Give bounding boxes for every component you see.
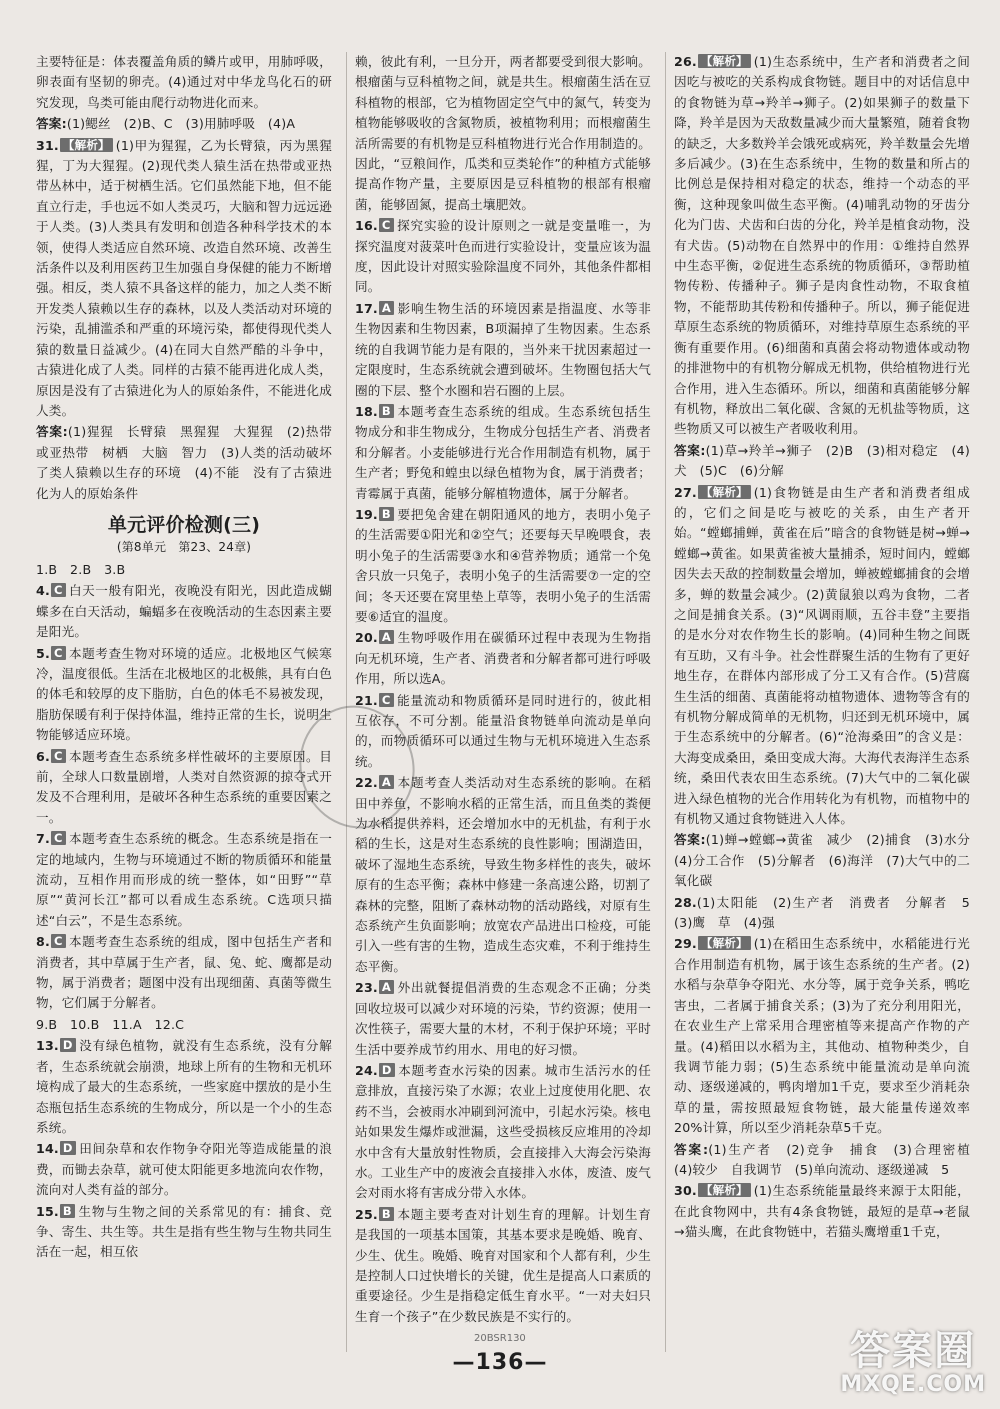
question-item	[355, 628, 651, 689]
question-number: 20.	[355, 630, 378, 646]
question-number: 28.	[674, 894, 697, 910]
question-item	[355, 52, 651, 215]
answer-tag: B	[379, 507, 394, 521]
question-number: 18.	[355, 403, 378, 419]
question-item	[355, 216, 651, 298]
answer-line	[674, 830, 983, 891]
answer-line	[36, 422, 332, 504]
question-item	[674, 52, 970, 440]
question-number: 15.	[36, 1203, 59, 1219]
item-text: 外出就餐提倡消费的生态观念不正确；分类回收垃圾可以减少对环境的污染，节约资源；使用一次性筷子，需要大量的木材，不利于保护环境；平时生活中要养成节约用水、用电的好习惯。	[355, 980, 651, 1057]
question-item	[36, 829, 332, 931]
question-number: 25.	[355, 1206, 378, 1222]
question-number: 30.	[674, 1183, 697, 1199]
question-item	[674, 893, 983, 934]
item-text: (1)鳃丝 (2)B、C (3)用肺呼吸 (4)A	[66, 116, 296, 132]
column-1	[36, 52, 332, 1352]
page-number: —136—	[452, 1350, 548, 1375]
item-text: 白天一般有阳光，夜晚没有阳光，因此造成蝴蝶多在白天活动，蝙蝠多在夜晚活动的生态因素主要是阳光。	[36, 583, 332, 640]
item-text: 生物与生物之间的关系常见的有：捕食、竞争、寄生、共生等。共生是指有些生物与生物共同生活在一起，相互依	[36, 1203, 332, 1260]
answer-tag: B	[379, 404, 394, 418]
answer-tag: B	[60, 1204, 75, 1218]
watermark-cn: 答案圈	[850, 1328, 977, 1374]
question-number: 24.	[355, 1062, 378, 1078]
question-item	[36, 644, 332, 746]
question-item	[36, 52, 332, 113]
item-text: (1)在稻田生态系统中，水稻能进行光合作用制造有机物，属于该生态系统的生产者。(2)水稻与杂草争夺阳光、水分等，属于竞争关系，鸭吃害虫，二者属于捕食关系；(3)为了充分利用阳光，在农业生产上常采用合理密植等来提高产作物的产量。(4)稻田以水稻为主，其他动、植物种类少，自我调节能力弱；(5)生态系统中能量流动是单向流动、逐级递减的，鸭肉增加1千克，要求至少消耗杂草的量，需按照最短食物链，最大能量传递效率20%计算，所以至少消耗杂草5千克。	[674, 936, 970, 1136]
question-item	[355, 978, 651, 1060]
item-text: (1)猩猩 长臂猿 黑猩猩 大猩猩 (2)热带或亚热带 树栖 大脑 智力 (3)人类的活动破坏了类人猿赖以生存的环境 (4)不能 没有了古猿进化为人的原始条件	[36, 424, 332, 501]
question-number: 29.	[674, 936, 697, 952]
answer-tag: 【解析】	[60, 138, 113, 152]
answer-label: 答案:	[674, 442, 706, 458]
question-number: 4.	[36, 583, 50, 599]
question-number: 27.	[674, 484, 697, 500]
column-2	[346, 52, 651, 1352]
question-item	[674, 483, 970, 830]
question-number: 22.	[355, 775, 378, 791]
item-text: 赖，彼此有利，一旦分开，两者都要受到很大影响。根瘤菌与豆科植物之间，就是共生。根瘤菌生活在豆科植物的根部，它为植物固定空气中的氮气，转变为植物能够吸收的含氮物质，被植物利用；而根瘤菌生活所需要的有机物是豆科植物进行光合作用制造的。因此，“豆粮间作，瓜类和豆类轮作”的种植方式能够提高作物产量，主要原因是豆科植物的根部有根瘤菌，能够固氮，提高土壤肥效。	[355, 54, 651, 212]
question-number: 13.	[36, 1038, 59, 1054]
answer-tag: 【解析】	[698, 54, 751, 68]
answer-tag: A	[379, 301, 394, 315]
answer-tag: A	[379, 630, 394, 644]
answer-tag: C	[379, 218, 394, 232]
item-text: 本题考查生态系统多样性破坏的主要原因。目前，全球人口数量剧增，人类对自然资源的掠夺式开发及不合理利用，是破坏各种生态系统的重要因素之一。	[36, 748, 332, 825]
answer-label: 答案:	[674, 832, 706, 848]
item-text: (1)草→羚羊→狮子 (2)B (3)相对稳定 (4)犬 (5)C (6)分解	[674, 442, 970, 479]
question-number: 26.	[674, 54, 697, 69]
answer-tag: C	[51, 934, 66, 948]
item-text: 能量流动和物质循环是同时进行的，彼此相互依存，不可分割。能量沿食物链单向流动是单向的，而物质循环可以通过生物与无机环境进入生态系统。	[355, 692, 651, 769]
answer-tag: 【解析】	[698, 936, 751, 950]
question-number: 21.	[355, 692, 378, 708]
answer-label: 答案:	[36, 424, 68, 440]
question-item	[36, 1139, 332, 1200]
question-number: 6.	[36, 748, 50, 764]
question-number: 17.	[355, 300, 378, 316]
item-text: 本题考查生物对环境的适应。北极地区气候寒冷，温度很低。生活在北极地区的北极熊，具有白色的体毛和较厚的皮下脂肪，白色的体毛不易被发现，脂肪保暖有利于保持体温，维持正常的生长，说明生物能够适应环境。	[36, 645, 332, 743]
item-text: 田间杂草和农作物争夺阳光等造成能量的浪费，而锄去杂草，就可使太阳能更多地流向农作物，流向对人类有益的部分。	[36, 1141, 332, 1198]
item-text: 本题考查水污染的因素。城市生活污水的任意排放，直接污染了水源；农业上过度使用化肥、农药不当，会被雨水冲刷到河流中，引起水污染。核电站如果发生爆炸或泄漏，这些受损核反应堆用的冷却水中含有大量放射性物质，会直接排入大海会污染海水。工业生产中的废液会直接排入水体，废渣、废气会对雨水将有害成分带入水体。	[355, 1062, 651, 1201]
question-item	[355, 1205, 651, 1327]
question-number: 7.	[36, 831, 50, 847]
item-text: 1.B 2.B 3.B	[36, 561, 126, 577]
section-subtitle: (第8单元 第23、24章)	[116, 539, 252, 554]
item-text: (1)生产者 (2)竞争 捕食 (3)合理密植 (4)较少 自我调节 (5)单向流动、逐级递减 5	[674, 1141, 983, 1177]
answer-tag: A	[379, 980, 394, 994]
question-item	[355, 1061, 651, 1204]
question-item	[36, 136, 332, 422]
item-text: (1)生态系统中，生产者和消费者之间因吃与被吃的关系构成食物链。题目中的对话信息中的食物链为草→羚羊→狮子。(2)如果狮子的数量下降，羚羊是因为天敌数量减少而大量繁殖，随着食物的缺乏，大多数羚羊会饿死或病死，羚羊数量会先增多后减少。(3)在生态系统中，生物的数量和所占的比例总是保持相对稳定的状态，维持一个动态的平衡，这种现象叫做生态平衡。(4)哺乳动物的牙齿分化为门齿、犬齿和臼齿的分化，羚羊是植食动物，没有犬齿。(5)动物在自然界中的作用：①维持自然界中生态平衡，②促进生态系统的物质循环，③帮助植物传粉、传播种子。狮子是肉食性动物，不取食植物，不能帮助其传粉和传播种子。所以，狮子能促进草原生态系统的物质循环，对维持草原生态系统的平衡有重要作用。(6)细菌和真菌会将动物遗体或动物的排泄物中的有机物分解成无机物，供给植物进行光合作用，进入生态循环。所以，细菌和真菌能够分解有机物，释放出二氧化碳、含氮的无机盐等物质，这些物质又可以被生产者吸收利用。	[674, 54, 970, 437]
answer-tag: D	[60, 1038, 76, 1052]
answer-label: 答案:	[36, 116, 67, 132]
question-number: 23.	[355, 980, 378, 996]
watermark-url: MXQE.COM	[840, 1372, 986, 1397]
watermark-logo	[840, 1329, 986, 1397]
item-text: 9.B 10.B 11.A 12.C	[36, 1016, 185, 1032]
item-text: (1)食物链是由生产者和消费者组成的，它们之间是吃与被吃的关系，由生产者开始。“螳螂捕蝉，黄雀在后”暗含的食物链是树→蝉→螳螂→黄雀。如果黄雀被大量捕杀，短时间内，螳螂因失去天敌的控制数量会增加，蝉被螳螂捕食的会增多，蝉的数量会减少。(2)黄鼠狼以鸡为食物，二者之间是捕食关系。(3)“风调雨顺，五谷丰登”主要指的是水分对农作物生长的影响。(4)同种生物之间既有互助，又有斗争。社会性群聚生活的生物有了更好地生存，在群体内部形成了分工又有合作。(5)营腐生生活的细菌、真菌能将动植物遗体、遗物等含有的有机物分解成简单的无机物，归还到无机环境中，属于生态系统中的分解者。(6)“沧海桑田”的含义是：大海变成桑田，桑田变成大海。大海代表海洋生态系统，桑田代表农田生态系统。(7)大气中的二氧化碳进入绿色植物的光合作用转化为有机物，而植物中的有机物又通过食物链进入人体。	[674, 484, 970, 827]
answer-line	[674, 441, 970, 482]
question-item	[36, 1202, 332, 1263]
answer-tag: D	[60, 1141, 76, 1155]
question-item	[355, 402, 651, 504]
question-item	[36, 581, 332, 642]
answer-tag: C	[51, 749, 66, 763]
question-item	[355, 505, 651, 627]
item-text: (1)生态系统能量最终来源于太阳能，在此食物网中，共有4条食物链，最短的是草→老鼠→猫头鹰，在此食物链中，若猫头鹰增重1千克，	[674, 1183, 970, 1240]
answer-tag: 【解析】	[698, 485, 751, 499]
answer-tag: 【解析】	[698, 1183, 751, 1197]
question-number: 31.	[36, 137, 59, 153]
question-number: 19.	[355, 506, 378, 522]
question-item	[36, 747, 332, 829]
question-item	[355, 299, 651, 401]
item-text: 生物呼吸作用在碳循环过程中表现为生物指向无机环境，生产者、消费者和分解者都可进行呼吸作用，所以选A。	[355, 630, 651, 687]
section-title: 单元评价检测(三)	[107, 513, 261, 536]
question-item	[36, 1036, 332, 1138]
answer-tag: C	[51, 583, 66, 597]
item-text: 本题考查生态系统的组成，图中包括生产者和消费者，其中草属于生产者，鼠、兔、蛇、鹰都是动物，属于消费者；题图中没有出现细菌、真菌等微生物，它们属于分解者。	[36, 934, 332, 1011]
item-text: (1)甲为猩猩，乙为长臂猿，丙为黑猩猩，丁为大猩猩。(2)现代类人猿生活在热带或亚热带丛林中，适于树栖生活。它们虽然能下地，但不能直立行走，手也远不如人类灵巧，大脑和智力远远逊于人类。(3)人类具有发明和创造各种科学技术的本领，使得人类适应自然环境、改造自然环境、改善生活条件以及利用医药卫生加强自身保健的能力不断增强。相反，类人猿不具备这样的能力，加之人类不断开发类人猿赖以生存的森林，以及人类活动对环境的污染，乱捕滥杀和严重的环境污染，都使得现代类人猿的数量日益减少。(4)在同大自然严酷的斗争中，古猿进化成了人类。同样的古猿不能再进化成人类，原因是没有了古猿进化为人的原始条件，不能进化成人类。	[36, 137, 332, 418]
item-text: (1)蝉→螳螂→黄雀 减少 (2)捕食 (3)水分 (4)分工合作 (5)分解者 (6)海洋 (7)大气中的二氧化碳	[674, 832, 983, 889]
answer-tag: D	[379, 1063, 395, 1077]
question-number: 5.	[36, 645, 50, 661]
question-item	[36, 560, 332, 580]
item-text: 本题考查人类活动对生态系统的影响。在稻田中养鱼，不影响水稻的正常生活，而且鱼类的粪便为水稻提供养料，还会增加水中的无机盐，有利于水稻的生长，这是对生态系统的良性影响；围湖造田，破坏了湿地生态系统，导致生物多样性的丧失，破坏原有的生态平衡；森林中修建一条高速公路，切割了森林的完整，阻断了森林动物的活动路线，对原有生态系统产生负面影响；放宽农产品进出口检疫，可能引入一些有害的生物，造成生态灾难，不利于维持生态平衡。	[355, 775, 651, 974]
item-text: 本题考查生态系统的组成。生态系统包括生物成分和非生物成分，生物成分包括生产者、消费者和分解者。小麦能够进行光合作用制造有机物，属于生产者；野兔和蝗虫以绿色植物为食，属于消费者；青霉属于真菌，能够分解植物遗体，属于分解者。	[355, 403, 651, 501]
question-item	[36, 932, 332, 1014]
question-number: 16.	[355, 218, 378, 234]
question-number: 8.	[36, 934, 50, 950]
answer-line	[674, 1140, 983, 1181]
answer-tag: A	[379, 775, 394, 789]
question-item	[674, 934, 970, 1138]
question-item	[674, 1181, 970, 1242]
item-text: 要把兔舍建在朝阳通风的地方，表明小兔子的生活需要①阳光和②空气；还要每天早晚喂食，表明小兔子的生活需要③水和④营养物质；通常一个兔舍只放一只兔子，表明小兔子的生活需要⑦一定的空间；冬天还要在窝里垫上草等，表明小兔子的生活需要⑥适宜的温度。	[355, 506, 651, 624]
answer-tag: C	[51, 831, 66, 845]
answer-label: 答案:	[674, 1141, 709, 1157]
item-text: 探究实验的设计原则之一就是变量唯一，为探究温度对菠菜叶色而进行实验设计，变量应该为温度，因此设计对照实验除温度不同外，其他条件都相同。	[355, 218, 651, 295]
item-text: 本题主要考查对计划生育的理解。计划生育是我国的一项基本国策，其基本要求是晚婚、晚育、少生、优生。晚婚、晚育对国家和个人都有利，少生是控制人口过快增长的关键，优生是提高人口素质的重要途径。少生是指稳定低生育水平。“一对夫妇只生育一个孩子”在少数民族是不实行的。	[355, 1206, 651, 1324]
item-text: 没有绿色植物，就没有生态系统，没有分解者，生态系统就会崩溃，地球上所有的生物和无机环境构成了最大的生态系统，一些家庭中摆放的是小生态瓶包括生态系统的生物成分，所以是一个小的生态系统。	[36, 1038, 332, 1135]
item-text: 本题考查生态系统的概念。生态系统是指在一定的地域内，生物与环境通过不断的物质循环和能量流动，互相作用而形成的统一整体，如“田野”“草原”“黄河长江”都可以看成生态系统。C选项只描述“白云”，不是生态系统。	[36, 831, 332, 928]
answer-line	[36, 114, 332, 134]
item-text: 影响生物生活的环境因素是指温度、水等非生物因素和生物因素，B项漏掉了生物因素。生态系统的自我调节能力是有限的，当外来干扰因素超过一定限度时，生态系统就会遭到破坏。生物圈包括大气圈的下层、整个水圈和岩石圈的上层。	[355, 300, 651, 398]
question-item	[36, 1015, 332, 1035]
item-text: 主要特征是：体表覆盖角质的鳞片或甲，用肺呼吸，卵表面有坚韧的卵壳。(4)通过对中华龙鸟化石的研究发现，鸟类可能由爬行动物进化而来。	[36, 54, 332, 110]
item-text: (1)太阳能 (2)生产者 消费者 分解者 5 (3)鹰 草 (4)强	[674, 894, 983, 931]
answer-tag: C	[51, 646, 66, 660]
answer-tag: C	[379, 693, 394, 707]
book-code: 20BSR130	[474, 1333, 526, 1344]
answer-tag: B	[379, 1207, 394, 1221]
question-number: 14.	[36, 1141, 59, 1157]
